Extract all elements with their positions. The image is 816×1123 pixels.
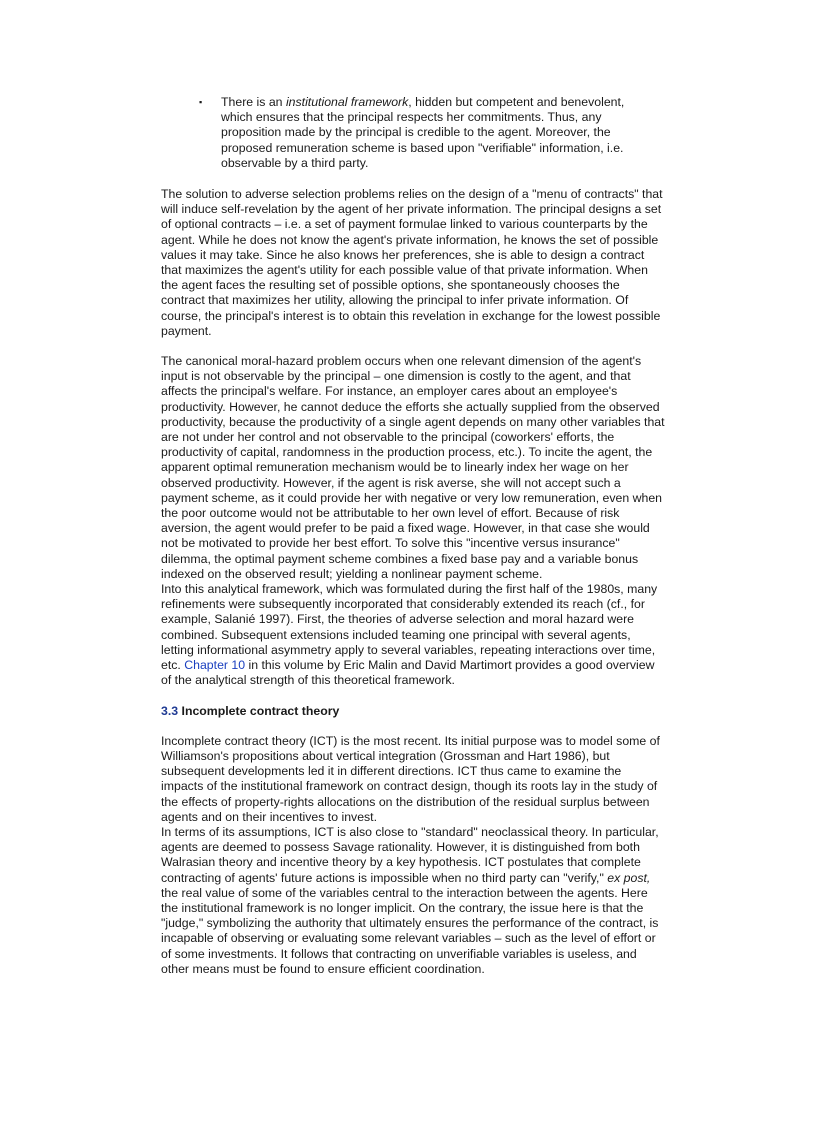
section-number: 3.3 <box>161 703 179 718</box>
bullet-emphasis: institutional framework <box>285 95 409 109</box>
bullet-marker-icon: ▪ <box>199 97 203 107</box>
ex-post-emphasis: ex post, <box>607 870 651 885</box>
paragraph-moral-hazard: The canonical moral-hazard problem occurs when one relevant dimension of the agent's input is not observable by the principal – one dimension is costly to the agent, and that affects the principal's welfare. For instance, an employer cares about an employee's productivity. However, he cannot deduce the efforts she actually supplied from the observed productivity, because the productivity of a single agent depends on many other variables that are not under her control and not observable to the principal (coworkers' efforts, the productivity of capital, randomness in the production process, etc.). To incite the agent, the apparent optimal remuneration mechanism would be to linearly index her wage on her observed productivity. However, if the agent is risk averse, she will not accept such a payment scheme, as it could provide her with negative or very low remuneration, even when the poor outcome would not be attributable to her own level of effort. Because of risk aversion, the agent would prefer to be paid a fixed wage. However, in that case she would not be motivated to provide her best effort. To solve this "incentive versus insurance" dilemma, the optimal payment scheme combines a fixed base pay and a variable bonus indexed on the observed result; yielding a nonlinear payment scheme. <box>161 354 665 581</box>
paragraph-adverse-selection: The solution to adverse selection problems relies on the design of a "menu of contracts" that will induce self-revelation by the agent of her private information. The principal designs a set of optional contracts – i.e. a set of payment formulae linked to various counterparts by the agent. While he does not know the agent's private information, he knows the set of possible values it may take. Since he also knows her preferences, she is able to design a contract that maximizes the agent's utility for each possible value of that private information. When the agent faces the resulting set of possible options, she spontaneously chooses the contract that maximizes her utility, allowing the principal to infer private information. Of course, the principal's interest is to obtain this revelation in exchange for the lowest possible payment. <box>161 187 663 338</box>
section-title: Incomplete contract theory <box>178 703 340 718</box>
bullet-text: There is an institutional framework, hidden but competent and benevolent, which ensures that the principal respects her commitments. Thus, any proposition made by the principal is credible to the agent. Moreover, the proposed remuneration scheme is based upon "verifiable" information, i.e. observable by a third party. <box>221 95 625 170</box>
main-text <box>161 187 666 977</box>
paragraph-ict-assumptions: In terms of its assumptions, ICT is also close to "standard" neoclassical theory. In particular, agents are deemed to possess Savage rationality. However, it is distinguished from both Walrasian theory and incentive theory by a key hypothesis. ICT postulates that complete contracting of agents' future actions is impossible when no third party can "verify," ex post, the real value of some of the variables central to the interaction between the agents. Here the institutional framework is no longer implicit. On the contrary, the issue here is that the "judge," symbolizing the authority that ultimately ensures the performance of the contract, is incapable of observing or evaluating some relevant variables – such as the level of effort or of some investments. It follows that contracting on unverifiable variables is useless, and other means must be found to ensure efficient coordination. <box>161 824 659 976</box>
chapter-10-link[interactable]: Chapter 10 <box>184 658 246 673</box>
bullet-item <box>199 95 639 171</box>
section-heading <box>161 704 666 719</box>
paragraph-ict-intro: Incomplete contract theory (ICT) is the most recent. Its initial purpose was to model some of Williamson's propositions about vertical integration (Grossman and Hart 1986), but subsequent developments led it in different directions. ICT thus came to examine the impacts of the institutional framework on contract design, though its roots lay in the study of the effects of property-rights allocations on the distribution of the residual surplus between agents and on their incentives to invest. <box>161 733 660 824</box>
paragraph-analytical-framework: Into this analytical framework, which was formulated during the first half of the 1980s, many refinements were subsequently incorporated that considerably extended its reach (cf., for example, Salanié 1997). First, the theories of adverse selection and moral hazard were combined. Subsequent extensions included teaming one principal with several agents, letting informational asymmetry apply to several variables, repeating interactions over time, etc. Chapter 10 in this volume by Eric Malin and David Martimort provides a good overview of the analytical strength of this theoretical framework. <box>161 582 658 688</box>
